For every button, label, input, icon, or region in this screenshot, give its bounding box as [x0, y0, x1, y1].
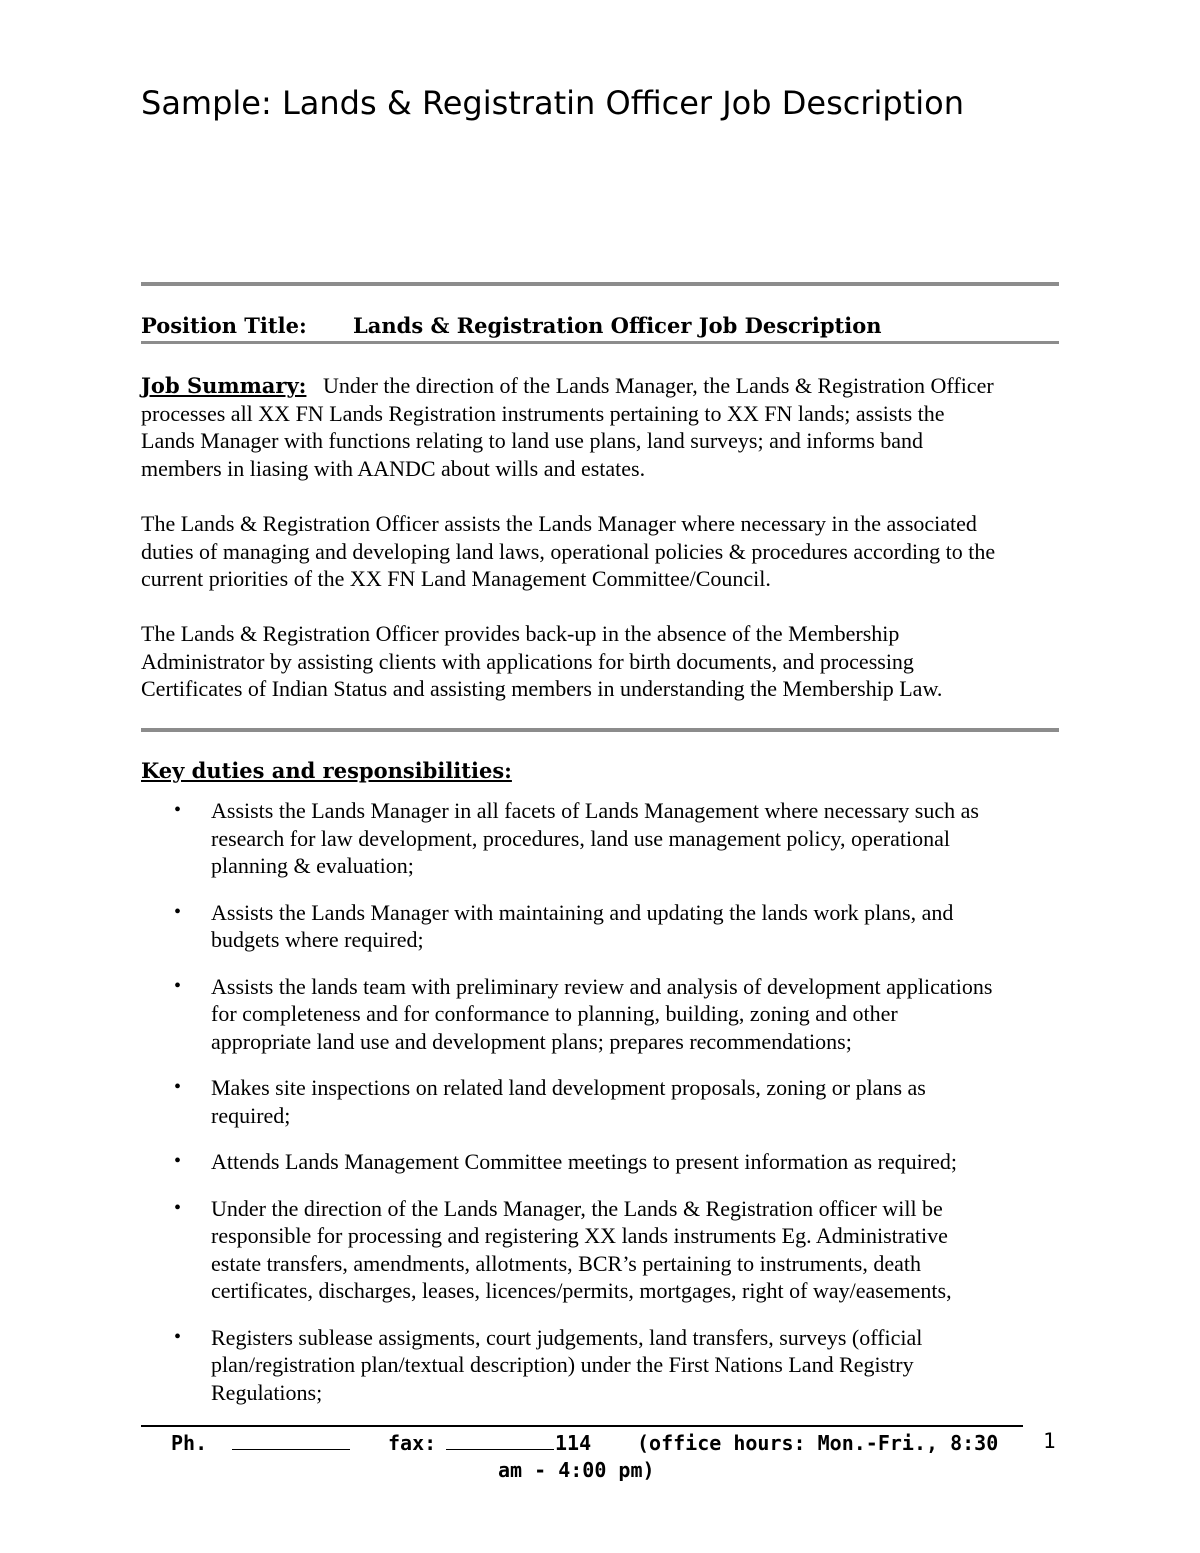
- summary-line: Administrator by assisting clients with applications for birth documents, and processing: [141, 648, 914, 674]
- document-title: Sample: Lands & Registratin Officer Job Description: [141, 84, 964, 122]
- duty-item: [141, 1074, 1071, 1129]
- top-divider: [141, 282, 1059, 286]
- key-duties-heading: Key duties and responsibilities:: [141, 758, 512, 783]
- duty-line: Regulations;: [211, 1379, 323, 1405]
- duty-item: [141, 1195, 1071, 1305]
- summary-line: Lands Manager with functions relating to land use plans, land surveys; and informs band: [141, 428, 924, 453]
- duty-item: [141, 973, 1071, 1056]
- duty-line: required;: [211, 1102, 291, 1128]
- phone-label: Ph.: [171, 1431, 208, 1455]
- duty-line: Under the direction of the Lands Manager, the Lands & Registration officer will be: [211, 1195, 943, 1221]
- duty-line: Assists the Lands Manager with maintaining and updating the lands work plans, and: [211, 899, 954, 925]
- duty-line: research for law development, procedures, land use management policy, operational: [211, 825, 950, 851]
- summary-line: duties of managing and developing land laws, operational policies & procedures according to the: [141, 538, 996, 564]
- bullet-icon: •: [174, 1076, 182, 1098]
- duty-line: estate transfers, amendments, allotments, BCR’s pertaining to instruments, death: [211, 1250, 921, 1276]
- duty-line: certificates, discharges, leases, licences/permits, mortgages, right of way/easements,: [211, 1278, 952, 1303]
- bullet-icon: •: [174, 1325, 182, 1348]
- summary-paragraph-2: [141, 510, 1071, 593]
- summary-line: members in liasing with AANDC about wills and estates.: [141, 455, 646, 481]
- page-number: 1: [1043, 1429, 1056, 1453]
- summary-line: The Lands & Registration Officer provides back-up in the absence of the Membership: [141, 621, 900, 646]
- position-divider: [141, 341, 1059, 344]
- duty-line: budgets where required;: [211, 927, 424, 952]
- duty-line: Assists the Lands Manager in all facets of Lands Management where necessary such as: [211, 798, 979, 823]
- job-summary-paragraph: [141, 372, 1071, 482]
- duty-line: Registers sublease assigments, court judgements, land transfers, surveys (official: [211, 1324, 923, 1350]
- duty-item: [141, 1324, 1071, 1407]
- duty-line: plan/registration plan/textual description) under the First Nations Land Registry: [211, 1352, 914, 1377]
- bullet-icon: •: [174, 1150, 182, 1172]
- office-hours-line-1: (office hours: Mon.-Fri., 8:30: [637, 1431, 999, 1455]
- bullet-icon: •: [174, 974, 182, 997]
- duties-divider: [141, 728, 1059, 732]
- bullet-icon: •: [174, 799, 182, 821]
- duty-item: [141, 797, 1071, 880]
- duty-line: planning & evaluation;: [211, 853, 414, 878]
- phone-blank: [232, 1431, 350, 1450]
- position-title-value: Lands & Registration Officer Job Description: [353, 313, 882, 338]
- job-summary-label: Job Summary:: [141, 373, 307, 398]
- summary-line: The Lands & Registration Officer assists the Lands Manager where necessary in the associated: [141, 511, 977, 536]
- duty-line: appropriate land use and development plans; prepares recommendations;: [211, 1028, 852, 1054]
- fax-label: fax:: [388, 1431, 437, 1455]
- duty-line: responsible for processing and registering XX lands instruments Eg. Administrative: [211, 1223, 948, 1248]
- duty-line: Attends Lands Management Committee meetings to present information as required;: [211, 1149, 957, 1174]
- footer-divider: [141, 1425, 1023, 1427]
- summary-line: Job Summary: Under the direction of the Lands Manager, the Lands & Registration Officer: [141, 373, 994, 398]
- position-title-row: [141, 313, 882, 338]
- office-hours-line-2: am - 4:00 pm): [498, 1458, 655, 1482]
- bullet-icon: •: [174, 1196, 182, 1219]
- duties-list: [141, 797, 1071, 1425]
- fax-suffix: 114: [555, 1431, 592, 1455]
- bullet-icon: •: [174, 900, 182, 923]
- duty-line: Makes site inspections on related land development proposals, zoning or plans as: [211, 1075, 926, 1100]
- duty-line: for completeness and for conformance to planning, building, zoning and other: [211, 1001, 898, 1026]
- duty-item: [141, 1148, 1071, 1176]
- summary-paragraph-3: [141, 620, 1071, 703]
- summary-line: processes all XX FN Lands Registration instruments pertaining to XX FN lands; assists the: [141, 400, 945, 426]
- position-title-label: Position Title:: [141, 313, 307, 338]
- summary-line: current priorities of the XX FN Land Management Committee/Council.: [141, 566, 771, 591]
- duty-item: [141, 899, 1071, 954]
- summary-line: Certificates of Indian Status and assisting members in understanding the Membership Law.: [141, 676, 943, 701]
- fax-blank: [446, 1431, 554, 1450]
- duty-line: Assists the lands team with preliminary review and analysis of development applications: [211, 973, 993, 999]
